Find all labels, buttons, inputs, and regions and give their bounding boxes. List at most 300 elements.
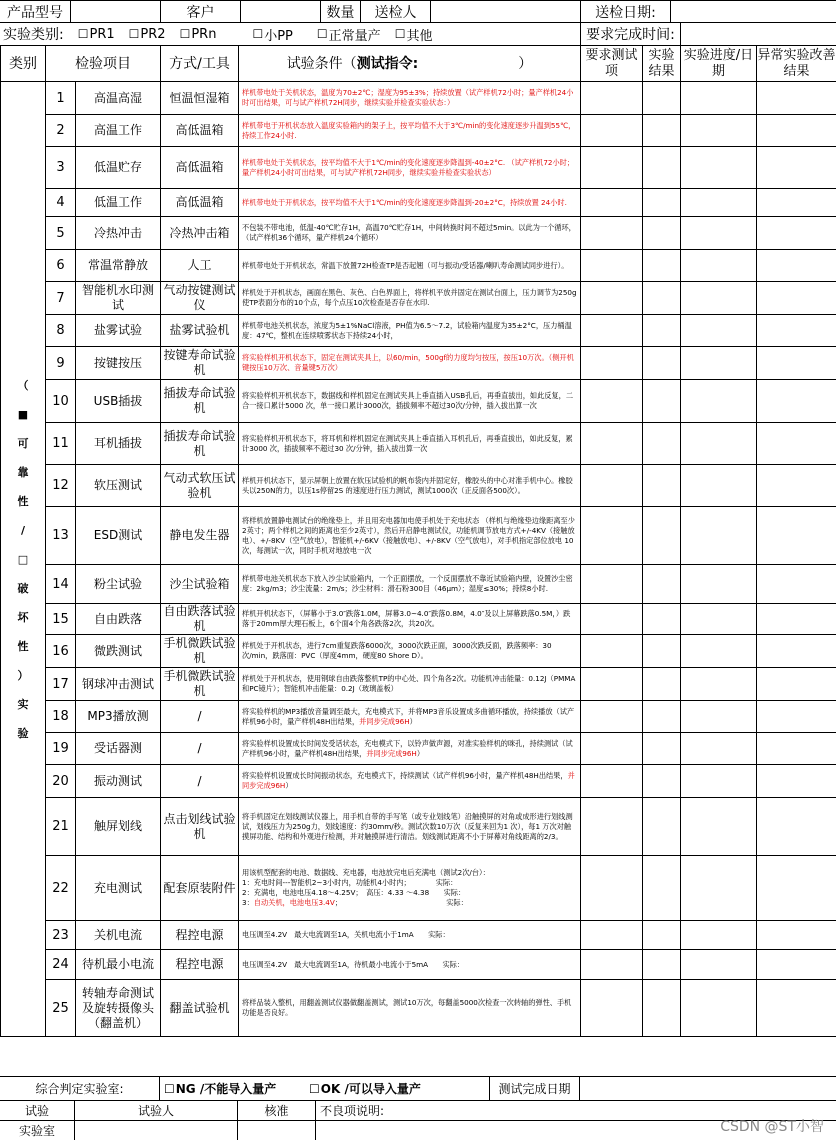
required-cell[interactable] (581, 115, 643, 147)
table-row (1, 565, 836, 604)
item-name: 高温高湿 (76, 82, 161, 115)
improve-cell[interactable] (757, 635, 836, 668)
required-cell[interactable] (581, 380, 643, 423)
item-condition (239, 921, 581, 950)
condition-text: 电压调至4.2V 最大电流调至1A，待机最小电流小于5mA 实际： (242, 959, 465, 969)
condition-text: 并同步完成96H (366, 748, 417, 758)
improve-cell[interactable] (757, 604, 836, 635)
progress-cell[interactable] (681, 507, 757, 565)
improve-cell[interactable] (757, 250, 836, 282)
required-cell[interactable] (581, 856, 643, 921)
progress-cell[interactable] (681, 347, 757, 380)
progress-cell[interactable] (681, 423, 757, 465)
item-tool: 高低温箱 (161, 147, 239, 189)
condition-text: 不包装不带电池，低温-40℃贮存1H，高温70℃贮存1H，中间转换时间不超过5min。以此为一个循环，（试产样机36个循环，量产样机24个循环） (242, 223, 576, 242)
required-cell[interactable] (581, 347, 643, 380)
table-row (1, 701, 836, 733)
condition-text: ） (285, 781, 293, 790)
table-row (1, 856, 836, 921)
inspector-label: 送检人 (360, 1, 430, 22)
item-tool: 点击划线试验机 (161, 798, 239, 856)
result-cell[interactable] (643, 980, 681, 1037)
required-cell[interactable] (581, 315, 643, 347)
table-row (1, 250, 836, 282)
item-name: 转轴寿命测试及旋转摄像头（翻盖机） (76, 980, 161, 1037)
condition-text: 样机带电池关机状态下放入沙尘试验箱内，一个正面摆放，一个反面摆放不靠近试验箱内壁，设置沙尘密度：2kg/m3；沙尘流量：2m/s；沙尘材料：滑石粉300目（46μm）；湿度≤30%；持续8小时. (242, 574, 573, 593)
required-cell[interactable] (581, 217, 643, 250)
item-tool: / (161, 765, 239, 798)
required-cell[interactable] (581, 250, 643, 282)
col-result: 实验结果 (643, 46, 681, 82)
item-condition (239, 733, 581, 765)
col-required: 要求测试项 (581, 46, 643, 82)
item-number: 12 (46, 465, 76, 507)
quantity-label: 数量 (320, 1, 360, 22)
item-number: 15 (46, 604, 76, 635)
result-cell[interactable] (643, 380, 681, 423)
item-number: 11 (46, 423, 76, 465)
item-condition (239, 701, 581, 733)
ng-checkbox[interactable] (160, 1077, 305, 1100)
category-char: 可 (17, 436, 29, 450)
ng-option-label: NG /不能导入量产 (175, 1082, 277, 1096)
table-row (1, 604, 836, 635)
ok-option-label: OK /可以导入量产 (320, 1082, 421, 1096)
customer-value[interactable] (240, 1, 320, 22)
result-cell[interactable] (643, 921, 681, 950)
progress-cell[interactable] (681, 950, 757, 980)
item-name: 充电测试 (76, 856, 161, 921)
item-name: 关机电流 (76, 921, 161, 950)
header-row-1 (0, 0, 836, 22)
required-cell[interactable] (581, 82, 643, 115)
item-condition (239, 315, 581, 347)
item-tool: / (161, 701, 239, 733)
table-row (1, 668, 836, 701)
improve-cell[interactable] (757, 733, 836, 765)
table-row (1, 147, 836, 189)
table-row (1, 733, 836, 765)
progress-cell[interactable] (681, 189, 757, 217)
condition-text: 样机处于开机状态，进行7cm重复跌落6000次，3000次跌正面，3000次跌反面，跌落频率：30次/min，跌落面：PVC（厚度4mm，硬度80 Shore D）。 (242, 641, 552, 660)
progress-cell[interactable] (681, 217, 757, 250)
item-tool: 程控电源 (161, 950, 239, 980)
improve-cell[interactable] (757, 565, 836, 604)
condition-text: 样机带电池关机状态，浓度为5±1%NaCl溶液，PH值为6.5～7.2，试验箱内温度为35±2°C，压力桶温度：47℃，整机在连续喷雾状态下持续24小时， (242, 320, 572, 340)
condition-text: 将样机放置静电测试台的绝缘垫上，并且用充电器加电使手机处于充电状态 （样机与绝缘垫边缘距离至少2英寸；两个样机之间的距离也至少2英寸），然后开启静电测试仪，功能机调节放电方式+/-4KV（接触放电）、+/-8KV（空气放电），智能机+/-6KV（接触放电）、+/-8KV（空气放电），对手机指定部位放电 10 次，每测试一次，同时手机对地放电一次 (242, 515, 576, 555)
improve-cell[interactable] (757, 980, 836, 1037)
type-pp-checkbox[interactable]: ☐ 小PP (252, 25, 292, 44)
progress-cell[interactable] (681, 565, 757, 604)
improve-cell[interactable] (757, 765, 836, 798)
condition-text: 样机处于开机状态，使用钢球自由跌落整机TP的中心处、四个角各2次。功能机冲击能量：0.12J（PMMA和PC镜片）；智能机冲击能量：0.2J（玻璃盖板） (242, 674, 576, 693)
improve-cell[interactable] (757, 189, 836, 217)
item-tool: / (161, 733, 239, 765)
item-number: 5 (46, 217, 76, 250)
condition-text: ） (409, 716, 417, 726)
condition-text: 将手机固定在划线测试仪器上，用手机自带的手写笔（或专业划线笔）沿触摸屏的对角或成形进行划线测试，划线压力为250g力，划线速度：约30mm/秒。测试次数10万次（反复来回为1 次），每1 万次对触摸屏功能、结构和外观进行检测，并对触摸屏进行清洁。划线测试距离不小于屏幕对角线距离的2/3。 (242, 811, 573, 841)
item-condition (239, 950, 581, 980)
type-prn-checkbox[interactable]: ☐ PRn (180, 27, 217, 42)
result-cell[interactable] (643, 82, 681, 115)
required-cell[interactable] (581, 147, 643, 189)
result-cell[interactable] (643, 347, 681, 380)
required-cell[interactable] (581, 465, 643, 507)
table-row (1, 765, 836, 798)
item-tool: 手机微跌试验机 (161, 668, 239, 701)
item-name: 自由跌落 (76, 604, 161, 635)
progress-cell[interactable] (681, 733, 757, 765)
required-cell[interactable] (581, 635, 643, 668)
category-char: 坏 (17, 610, 29, 624)
category-char: 验 (17, 726, 29, 740)
result-cell[interactable] (643, 733, 681, 765)
result-cell[interactable] (643, 147, 681, 189)
item-name: 耳机插拔 (76, 423, 161, 465)
condition-text: 将实验样机开机状态下，固定在测试夹具上，以60/min，500gf的力度均匀按压，按压10万次。（侧开机键按压10万次、音量键5万次） (242, 353, 574, 372)
improve-cell[interactable] (757, 347, 836, 380)
tester-label: 试验人 (75, 1101, 238, 1120)
condition-text: 将实验样机设置成长时间发受话状态，充电模式下，以铃声做声源，对准实验样机的咪孔，持续测试（试产样机96小时，量产样机48H出结果， (242, 738, 573, 758)
complete-date-value[interactable] (580, 1077, 836, 1100)
category-char: / (20, 523, 26, 537)
test-type-group (0, 23, 580, 45)
item-number: 25 (46, 980, 76, 1037)
required-cell[interactable] (581, 282, 643, 315)
item-number: 13 (46, 507, 76, 565)
category-char: 实 (17, 697, 29, 711)
progress-cell[interactable] (681, 921, 757, 950)
deadline-value[interactable] (680, 23, 836, 45)
progress-cell[interactable] (681, 282, 757, 315)
item-name: 软压测试 (76, 465, 161, 507)
tester-value[interactable] (75, 1121, 238, 1140)
progress-cell[interactable] (681, 798, 757, 856)
improve-cell[interactable] (757, 147, 836, 189)
condition-text: 样机带电处于开机状态，常温下放置72H检查TP是否起翘（可与振动/受话器/喇叭寿命测试同步进行）。 (242, 260, 569, 270)
table-row (1, 507, 836, 565)
condition-text: 用该机型配套的电池、数据线、充电器，电池放完电后充满电（测试2次/台）： 1：充电时间---智能机2~3小时内，功能机4小时内； 实际： 2：充满电，电池电压4.18～4.25V； 高压：4.33 ～4.38 实际： 3： (242, 868, 490, 907)
progress-cell[interactable] (681, 250, 757, 282)
item-number: 8 (46, 315, 76, 347)
inspect-date-label: 送检日期: (580, 1, 670, 22)
result-cell[interactable] (643, 668, 681, 701)
table-row (1, 217, 836, 250)
item-condition (239, 856, 581, 921)
category-char: 性 (17, 494, 29, 508)
table-row (1, 798, 836, 856)
item-number: 1 (46, 82, 76, 115)
item-name: USB插拔 (76, 380, 161, 423)
item-number: 18 (46, 701, 76, 733)
improve-cell[interactable] (757, 380, 836, 423)
condition-text: 电压调至4.2V 最大电流调至1A，关机电流小于1mA 实际： (242, 930, 450, 939)
progress-cell[interactable] (681, 380, 757, 423)
item-name: 待机最小电流 (76, 950, 161, 980)
footer-sign-row-1 (0, 1100, 836, 1120)
item-condition (239, 380, 581, 423)
item-condition (239, 980, 581, 1037)
item-tool: 盐雾试验机 (161, 315, 239, 347)
progress-cell[interactable] (681, 765, 757, 798)
result-cell[interactable] (643, 856, 681, 921)
item-tool: 人工 (161, 250, 239, 282)
item-tool: 自由跌落试验机 (161, 604, 239, 635)
result-cell[interactable] (643, 635, 681, 668)
cond-suffix: ） (518, 55, 533, 72)
item-name: 振动测试 (76, 765, 161, 798)
item-name: 按键按压 (76, 347, 161, 380)
table-row (1, 635, 836, 668)
result-cell[interactable] (643, 701, 681, 733)
progress-cell[interactable] (681, 668, 757, 701)
improve-cell[interactable] (757, 856, 836, 921)
condition-text: ； 实际： (334, 898, 468, 907)
cond-prefix: 试验条件（ (286, 55, 357, 72)
category-char: □ (17, 552, 29, 566)
category-char: ■ (17, 407, 29, 421)
item-name: 高温工作 (76, 115, 161, 147)
item-number: 3 (46, 147, 76, 189)
item-condition (239, 217, 581, 250)
item-name: 常温常静放 (76, 250, 161, 282)
item-condition (239, 347, 581, 380)
item-tool: 翻盖试验机 (161, 980, 239, 1037)
improve-cell[interactable] (757, 921, 836, 950)
customer-label: 客户 (160, 1, 240, 22)
required-cell[interactable] (581, 604, 643, 635)
reviewer-value[interactable] (238, 1121, 316, 1140)
item-number: 24 (46, 950, 76, 980)
required-cell[interactable] (581, 921, 643, 950)
required-cell[interactable] (581, 980, 643, 1037)
lab-label-1: 试验 (0, 1101, 75, 1120)
progress-cell[interactable] (681, 465, 757, 507)
result-cell[interactable] (643, 765, 681, 798)
result-cell[interactable] (643, 423, 681, 465)
table-row (1, 423, 836, 465)
item-name: 粉尘试验 (76, 565, 161, 604)
ok-checkbox[interactable] (305, 1077, 490, 1100)
item-number: 2 (46, 115, 76, 147)
required-cell[interactable] (581, 565, 643, 604)
progress-cell[interactable] (681, 82, 757, 115)
improve-cell[interactable] (757, 950, 836, 980)
item-number: 22 (46, 856, 76, 921)
table-row (1, 115, 836, 147)
item-number: 17 (46, 668, 76, 701)
improve-cell[interactable] (757, 701, 836, 733)
test-table (0, 45, 836, 1037)
col-condition (239, 46, 581, 82)
item-condition (239, 82, 581, 115)
improve-cell[interactable] (757, 115, 836, 147)
condition-text: 样机开机状态下，显示屏朝上放置在软压试验机的帆布袋内并固定好，橡胶头的中心对准手机中心。橡胶头以250N的力，以压1s停留2S 的速度进行压力测试，测试1000次（正反面各500次）。 (242, 475, 573, 495)
col-item: 检验项目 (46, 46, 161, 82)
table-row (1, 980, 836, 1037)
result-cell[interactable] (643, 950, 681, 980)
item-condition (239, 423, 581, 465)
item-condition (239, 668, 581, 701)
improve-cell[interactable] (757, 282, 836, 315)
table-row (1, 380, 836, 423)
table-row (1, 315, 836, 347)
improve-cell[interactable] (757, 798, 836, 856)
result-cell[interactable] (643, 115, 681, 147)
result-cell[interactable] (643, 604, 681, 635)
item-tool: 静电发生器 (161, 507, 239, 565)
result-cell[interactable] (643, 565, 681, 604)
condition-text: 将实验样机设置成长时间振动状态，充电模式下，持续测试（试产样机96小时，量产样机48H出结果， (242, 771, 568, 780)
condition-text: 自动关机，电池电压3.4V (253, 898, 335, 907)
test-items (1, 82, 836, 1037)
improve-cell[interactable] (757, 315, 836, 347)
column-header-row (1, 46, 836, 82)
item-number: 16 (46, 635, 76, 668)
category-cell (1, 82, 46, 1037)
item-tool: 恒温恒湿箱 (161, 82, 239, 115)
item-number: 14 (46, 565, 76, 604)
item-tool: 插拔寿命试验机 (161, 380, 239, 423)
item-tool: 按键寿命试验机 (161, 347, 239, 380)
item-tool: 沙尘试验箱 (161, 565, 239, 604)
required-cell[interactable] (581, 507, 643, 565)
progress-cell[interactable] (681, 980, 757, 1037)
progress-cell[interactable] (681, 115, 757, 147)
item-tool: 高低温箱 (161, 189, 239, 217)
table-row (1, 82, 836, 115)
result-cell[interactable] (643, 798, 681, 856)
condition-text: 样机带电处于关机状态，按平均值不大于1℃/min的变化速度逐步降温到-40±2°C. （试产样机72小时；量产样机24小时可出结果，可与试产样机72H同步，继续实验并检查实验状态） (242, 157, 575, 177)
item-tool: 程控电源 (161, 921, 239, 950)
result-cell[interactable] (643, 507, 681, 565)
condition-text: 将实验样机开机状态下，数据线和样机固定在测试夹具上垂直插入USB孔后，再垂直拔出，如此反复，二合一接口累计5000 次，单一接口累计3000次，插拔频率不超过30次/分钟，插入拔出算一次 (242, 391, 574, 410)
condition-text: 将实验样机开机状态下，将耳机和样机固定在测试夹具上垂直插入耳机孔后，再垂直拔出，如此反复，累计3000 次，插拔频率不超过30 次/分钟，插入拔出算一次 (242, 433, 573, 453)
item-condition (239, 250, 581, 282)
col-progress: 实验进度/日期 (681, 46, 757, 82)
type-other-checkbox[interactable]: ☐ 其他 (395, 25, 433, 44)
item-condition (239, 507, 581, 565)
table-row (1, 282, 836, 315)
col-improve: 异常实验改善结果 (757, 46, 836, 82)
progress-cell[interactable] (681, 604, 757, 635)
progress-cell[interactable] (681, 856, 757, 921)
improve-cell[interactable] (757, 465, 836, 507)
required-cell[interactable] (581, 950, 643, 980)
required-cell[interactable] (581, 733, 643, 765)
required-cell[interactable] (581, 798, 643, 856)
condition-text: 样机带电处于关机状态，温度为70±2℃；湿度为95±3%；持续放置（试产样机72小时；量产样机24小时可出结果，可与试产样机72H同步，继续实验并检查实验状态：） (242, 88, 574, 107)
improve-cell[interactable] (757, 668, 836, 701)
item-name: 钢球冲击测试 (76, 668, 161, 701)
improve-cell[interactable] (757, 217, 836, 250)
condition-text: 将实验样机的MP3播放音量调至最大，充电模式下，并将MP3音乐设置成多曲循环播放，持续播放（试产样机96小时，量产样机48H出结果， (242, 706, 575, 726)
progress-cell[interactable] (681, 147, 757, 189)
result-cell[interactable] (643, 250, 681, 282)
header-row-2 (0, 22, 836, 45)
cond-bold: 测试指令: (356, 55, 419, 72)
required-cell[interactable] (581, 189, 643, 217)
progress-cell[interactable] (681, 701, 757, 733)
inspector-value[interactable] (430, 1, 580, 22)
condition-text: 并同步完成96H (359, 716, 410, 726)
result-cell[interactable] (643, 189, 681, 217)
lab-label-2: 实验室 (0, 1121, 75, 1140)
item-name: 冷热冲击 (76, 217, 161, 250)
item-condition (239, 189, 581, 217)
type-pr1-checkbox[interactable]: ☐ PR1 (78, 27, 115, 42)
condition-text: 并同步完成96H (242, 771, 575, 790)
item-condition (239, 798, 581, 856)
item-condition (239, 465, 581, 507)
category-char: 性 (17, 639, 29, 653)
result-cell[interactable] (643, 217, 681, 250)
footer-judge-row (0, 1076, 836, 1100)
item-condition (239, 765, 581, 798)
item-name: 受话器测 (76, 733, 161, 765)
item-name: 微跌测试 (76, 635, 161, 668)
category-char: ） (17, 668, 29, 682)
product-model-value[interactable] (70, 1, 160, 22)
reviewer-label: 核准 (238, 1101, 316, 1120)
item-name: ESD测试 (76, 507, 161, 565)
condition-text: 样机带电于开机状态放入温度实验箱内的架子上，按平均值不大于3℃/min的变化速度逐步升温到55℃，持续工作24小时. (242, 120, 576, 140)
result-cell[interactable] (643, 465, 681, 507)
item-tool: 高低温箱 (161, 115, 239, 147)
item-condition (239, 147, 581, 189)
item-name: 低温工作 (76, 189, 161, 217)
inspect-date-value[interactable] (670, 1, 836, 22)
item-name: 触屏划线 (76, 798, 161, 856)
progress-cell[interactable] (681, 635, 757, 668)
item-tool: 手机微跌试验机 (161, 635, 239, 668)
defect-label: 不良项说明: (320, 1104, 385, 1118)
item-number: 4 (46, 189, 76, 217)
improve-cell[interactable] (757, 507, 836, 565)
item-tool: 配套原装附件 (161, 856, 239, 921)
required-cell[interactable] (581, 765, 643, 798)
test-type-label: 实验类别: (3, 27, 64, 43)
condition-text: 样机带电处于开机状态，按平均值不大于1℃/min的变化速度逐步降温到-20±2°C，持续放置 24小时. (242, 197, 567, 207)
item-number: 7 (46, 282, 76, 315)
item-name: 低温贮存 (76, 147, 161, 189)
result-cell[interactable] (643, 315, 681, 347)
item-condition (239, 115, 581, 147)
required-cell[interactable] (581, 701, 643, 733)
progress-cell[interactable] (681, 315, 757, 347)
col-tool: 方式/工具 (161, 46, 239, 82)
type-mass-checkbox[interactable]: ☐ 正常量产 (317, 25, 381, 44)
required-cell[interactable] (581, 423, 643, 465)
item-tool: 插拔寿命试验机 (161, 423, 239, 465)
item-tool: 冷热冲击箱 (161, 217, 239, 250)
item-name: 盐雾试验 (76, 315, 161, 347)
item-name: MP3播放测 (76, 701, 161, 733)
table-row (1, 465, 836, 507)
item-number: 19 (46, 733, 76, 765)
complete-date-label: 测试完成日期 (490, 1077, 580, 1100)
type-pr2-checkbox[interactable]: ☐ PR2 (129, 27, 166, 42)
item-tool: 气动式软压试验机 (161, 465, 239, 507)
condition-text: 将样品装入整机，用翻盖测试仪器做翻盖测试，测试10万次，每翻盖5000次检查一次转轴的弹性、手机功能是否良好。 (242, 998, 572, 1017)
improve-cell[interactable] (757, 82, 836, 115)
item-number: 23 (46, 921, 76, 950)
table-row (1, 921, 836, 950)
required-cell[interactable] (581, 668, 643, 701)
item-tool: 气动按键测试仪 (161, 282, 239, 315)
result-cell[interactable] (643, 282, 681, 315)
improve-cell[interactable] (757, 423, 836, 465)
